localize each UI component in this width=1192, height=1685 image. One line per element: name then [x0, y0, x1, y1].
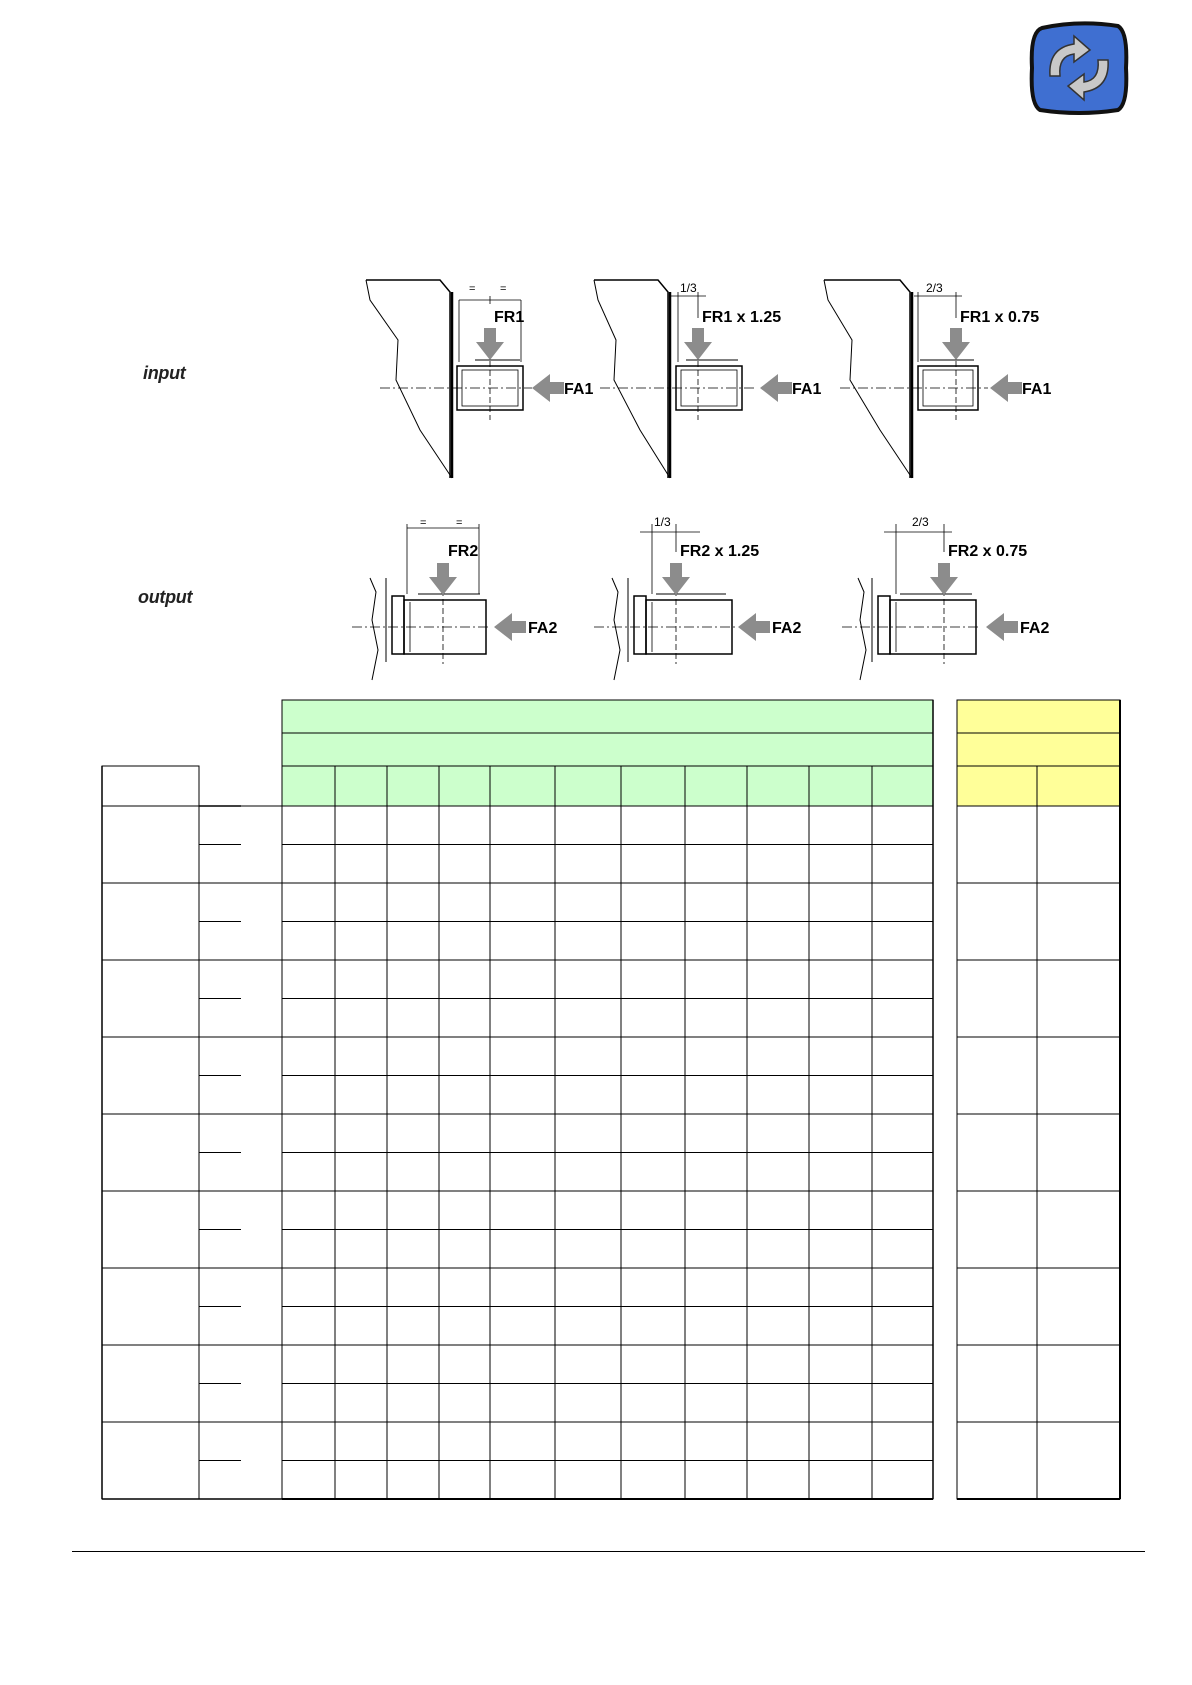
size-group-cell — [102, 1422, 199, 1499]
output-label: output — [138, 587, 193, 607]
table-cell — [439, 1345, 490, 1384]
table-cell — [555, 1076, 621, 1115]
input-label: input — [143, 363, 186, 383]
table-cell — [439, 806, 490, 845]
table-cell-merged — [957, 1114, 1037, 1191]
table-cell — [282, 1268, 335, 1307]
green-column-header — [809, 766, 872, 806]
table-cell — [747, 1461, 809, 1500]
axial-force-label: FA2 — [772, 620, 802, 637]
dim-two-thirds: 2/3 — [912, 515, 929, 529]
table-cell — [809, 806, 872, 845]
table-cell — [685, 1076, 747, 1115]
size-group-cell — [102, 1268, 199, 1345]
table-cell — [282, 999, 335, 1038]
table-cell — [685, 999, 747, 1038]
table-cell — [282, 1076, 335, 1115]
table-cell — [621, 1037, 685, 1076]
size-group-cell — [102, 806, 199, 883]
table-cell — [387, 806, 439, 845]
axial-force-label: FA2 — [528, 620, 558, 637]
table-cell — [872, 1037, 933, 1076]
table-cell — [809, 1037, 872, 1076]
table-cell — [747, 999, 809, 1038]
table-cell — [439, 1153, 490, 1192]
table-cell — [872, 960, 933, 999]
table-cell — [387, 1422, 439, 1461]
table-cell — [335, 1230, 387, 1269]
green-column-header — [555, 766, 621, 806]
table-cell — [555, 1307, 621, 1346]
radial-force-label: FR2 x 0.75 — [948, 543, 1028, 560]
table-cell — [747, 1230, 809, 1269]
table-cell — [809, 1345, 872, 1384]
table-cell-merged — [1037, 806, 1120, 883]
table-cell-merged — [1037, 883, 1120, 960]
table-cell — [809, 883, 872, 922]
table-cell — [621, 1307, 685, 1346]
table-cell — [809, 1384, 872, 1423]
table-cell — [555, 1191, 621, 1230]
table-cell — [685, 1191, 747, 1230]
table-cell — [335, 1384, 387, 1423]
table-cell — [747, 1268, 809, 1307]
table-cell — [490, 1461, 555, 1500]
table-cell — [872, 845, 933, 884]
table-cell — [621, 1268, 685, 1307]
table-cell — [439, 1114, 490, 1153]
axial-force-label: FA2 — [1020, 620, 1050, 637]
table-cell — [387, 1384, 439, 1423]
table-cell — [282, 1384, 335, 1423]
table-cell — [282, 1191, 335, 1230]
table-cell — [685, 1307, 747, 1346]
green-column-header — [282, 766, 335, 806]
table-cell — [387, 922, 439, 961]
table-cell — [387, 1153, 439, 1192]
table-cell-merged — [957, 1268, 1037, 1345]
green-column-header — [747, 766, 809, 806]
table-cell — [335, 1345, 387, 1384]
table-cell — [621, 1345, 685, 1384]
table-cell-merged — [1037, 960, 1120, 1037]
table-cell — [621, 1384, 685, 1423]
green-column-header — [335, 766, 387, 806]
table-cell — [387, 960, 439, 999]
table-cell — [685, 1422, 747, 1461]
table-cell — [335, 1191, 387, 1230]
table-cell — [439, 1076, 490, 1115]
table-cell — [387, 845, 439, 884]
table-cell — [555, 1461, 621, 1500]
radial-force-label: FR2 — [448, 543, 479, 560]
table-cell — [387, 1037, 439, 1076]
radial-force-label: FR1 x 1.25 — [702, 309, 782, 326]
table-cell — [555, 922, 621, 961]
table-cell — [747, 845, 809, 884]
table-cell — [621, 845, 685, 884]
table-cell — [335, 806, 387, 845]
dim-equal-left: = — [420, 517, 427, 529]
table-cell — [387, 999, 439, 1038]
table-cell — [335, 999, 387, 1038]
green-column-header — [621, 766, 685, 806]
table-cell — [621, 922, 685, 961]
table-cell — [439, 1307, 490, 1346]
radial-force-label: FR2 x 1.25 — [680, 543, 760, 560]
table-cell — [387, 1307, 439, 1346]
table-cell-merged — [1037, 1191, 1120, 1268]
table-cell — [387, 1461, 439, 1500]
yellow-header-top — [957, 700, 1120, 733]
dim-one-third: 1/3 — [654, 515, 671, 529]
table-cell — [685, 1037, 747, 1076]
yellow-header-middle — [957, 733, 1120, 766]
table-cell — [872, 1345, 933, 1384]
green-column-header — [872, 766, 933, 806]
size-header-cell — [102, 766, 199, 806]
table-cell — [439, 1461, 490, 1500]
table-cell — [282, 1345, 335, 1384]
table-cell — [555, 999, 621, 1038]
table-cell — [621, 1114, 685, 1153]
table-cell — [387, 1114, 439, 1153]
table-cell — [685, 960, 747, 999]
yellow-column-header — [957, 766, 1037, 806]
table-cell — [490, 1345, 555, 1384]
table-cell-merged — [957, 806, 1037, 883]
table-cell — [621, 1230, 685, 1269]
table-cell — [439, 1268, 490, 1307]
footer-divider — [72, 1551, 1145, 1552]
size-group-cell — [102, 1345, 199, 1422]
table-cell — [747, 806, 809, 845]
green-column-header — [439, 766, 490, 806]
table-cell-merged — [957, 1422, 1037, 1499]
size-group-cell — [102, 1114, 199, 1191]
axial-force-label: FA1 — [792, 381, 822, 398]
table-cell — [555, 1153, 621, 1192]
table-cell — [747, 1037, 809, 1076]
table-cell — [809, 1422, 872, 1461]
table-cell — [335, 1037, 387, 1076]
green-header-middle — [282, 733, 933, 766]
table-cell — [335, 1422, 387, 1461]
table-cell — [621, 1076, 685, 1115]
table-cell — [809, 1307, 872, 1346]
table-cell — [335, 1153, 387, 1192]
table-cell — [282, 1114, 335, 1153]
table-cell — [555, 1268, 621, 1307]
table-cell — [490, 806, 555, 845]
table-cell — [490, 845, 555, 884]
table-cell — [282, 960, 335, 999]
table-cell-merged — [1037, 1422, 1120, 1499]
table-cell — [621, 806, 685, 845]
table-cell — [555, 1114, 621, 1153]
size-group-cell — [102, 883, 199, 960]
table-cell — [282, 1230, 335, 1269]
table-cell — [809, 1268, 872, 1307]
table-cell — [685, 1153, 747, 1192]
table-cell — [282, 922, 335, 961]
table-cell — [747, 960, 809, 999]
table-cell — [621, 883, 685, 922]
table-cell — [685, 806, 747, 845]
table-cell — [439, 999, 490, 1038]
table-cell — [872, 1307, 933, 1346]
table-cell — [685, 1114, 747, 1153]
dim-two-thirds: 2/3 — [926, 281, 943, 295]
table-cell — [555, 1384, 621, 1423]
table-cell — [335, 1461, 387, 1500]
size-group-cell — [102, 960, 199, 1037]
table-cell — [282, 1153, 335, 1192]
table-cell — [809, 845, 872, 884]
table-cell — [490, 1422, 555, 1461]
table-cell — [685, 1384, 747, 1423]
table-cell-merged — [1037, 1037, 1120, 1114]
table-cell — [490, 883, 555, 922]
table-cell — [282, 1422, 335, 1461]
table-cell — [872, 922, 933, 961]
radial-force-label: FR1 x 0.75 — [960, 309, 1040, 326]
table-cell — [809, 999, 872, 1038]
table-cell — [872, 1384, 933, 1423]
table-cell — [872, 1461, 933, 1500]
table-cell — [621, 1153, 685, 1192]
table-cell — [555, 806, 621, 845]
table-cell — [387, 1076, 439, 1115]
table-cell — [809, 1191, 872, 1230]
table-cell — [685, 1230, 747, 1269]
table-cell — [747, 1345, 809, 1384]
table-cell — [335, 845, 387, 884]
table-cell — [387, 1345, 439, 1384]
table-cell — [282, 845, 335, 884]
table-cell — [555, 1345, 621, 1384]
table-cell — [335, 922, 387, 961]
table-cell — [747, 1307, 809, 1346]
table-cell — [555, 883, 621, 922]
table-cell — [685, 845, 747, 884]
table-cell — [747, 922, 809, 961]
table-cell — [490, 1076, 555, 1115]
table-cell — [747, 1384, 809, 1423]
axial-force-label: FA1 — [564, 381, 594, 398]
table-cell — [872, 1114, 933, 1153]
size-group-cell — [102, 1037, 199, 1114]
table-cell — [490, 1191, 555, 1230]
size-group-cell — [102, 1191, 199, 1268]
table-cell-merged — [1037, 1268, 1120, 1345]
table-cell — [809, 1461, 872, 1500]
radial-force-label: FR1 — [494, 309, 525, 326]
table-cell — [439, 1191, 490, 1230]
table-cell — [809, 1114, 872, 1153]
table-cell — [439, 922, 490, 961]
table-cell — [439, 1037, 490, 1076]
table-cell-merged — [957, 1345, 1037, 1422]
table-cell — [621, 1422, 685, 1461]
table-cell — [685, 883, 747, 922]
table-cell — [490, 999, 555, 1038]
table-cell — [872, 1076, 933, 1115]
table-cell — [282, 806, 335, 845]
table-cell-merged — [957, 1191, 1037, 1268]
table-cell — [490, 1153, 555, 1192]
table-cell — [685, 1345, 747, 1384]
table-cell — [809, 960, 872, 999]
table-cell — [872, 1191, 933, 1230]
table-cell — [685, 1461, 747, 1500]
axial-force-label: FA1 — [1022, 381, 1052, 398]
table-cell — [872, 1422, 933, 1461]
table-cell — [747, 1191, 809, 1230]
green-header-top — [282, 700, 933, 733]
table-cell — [387, 883, 439, 922]
dim-equal-right: = — [500, 283, 507, 295]
table-cell — [809, 922, 872, 961]
table-cell — [335, 1114, 387, 1153]
table-cell — [490, 1268, 555, 1307]
table-cell-merged — [957, 960, 1037, 1037]
green-column-header — [387, 766, 439, 806]
table-cell — [809, 1153, 872, 1192]
table-cell — [555, 1422, 621, 1461]
table-cell — [282, 1307, 335, 1346]
table-cell — [809, 1076, 872, 1115]
table-cell — [439, 883, 490, 922]
table-cell — [685, 1268, 747, 1307]
table-cell — [621, 1191, 685, 1230]
table-cell — [387, 1268, 439, 1307]
table-cell — [685, 922, 747, 961]
table-cell — [872, 806, 933, 845]
table-cell — [555, 845, 621, 884]
table-cell — [335, 1307, 387, 1346]
dim-equal-right: = — [456, 517, 463, 529]
yellow-column-header — [1037, 766, 1120, 806]
table-cell — [439, 1384, 490, 1423]
table-cell — [555, 1230, 621, 1269]
table-cell — [387, 1230, 439, 1269]
table-cell — [872, 999, 933, 1038]
table-cell — [747, 1076, 809, 1115]
table-cell — [747, 1422, 809, 1461]
table-cell — [747, 883, 809, 922]
table-cell — [439, 1422, 490, 1461]
table-cell — [555, 1037, 621, 1076]
table-cell — [621, 1461, 685, 1500]
table-cell — [555, 960, 621, 999]
table-cell — [439, 960, 490, 999]
table-cell-merged — [957, 883, 1037, 960]
table-cell — [872, 883, 933, 922]
dim-equal-left: = — [469, 283, 476, 295]
table-cell — [490, 1230, 555, 1269]
table-cell — [747, 1153, 809, 1192]
table-cell — [335, 960, 387, 999]
dim-one-third: 1/3 — [680, 281, 697, 295]
table-cell — [747, 1114, 809, 1153]
table-cell — [335, 1268, 387, 1307]
table-cell — [490, 960, 555, 999]
table-cell — [490, 922, 555, 961]
table-cell — [490, 1037, 555, 1076]
table-cell — [335, 1076, 387, 1115]
table-cell — [387, 1191, 439, 1230]
table-cell — [872, 1153, 933, 1192]
table-cell-merged — [1037, 1345, 1120, 1422]
table-cell — [809, 1230, 872, 1269]
table-cell — [490, 1307, 555, 1346]
table-cell — [490, 1114, 555, 1153]
table-cell — [872, 1230, 933, 1269]
green-column-header — [490, 766, 555, 806]
table-cell-merged — [1037, 1114, 1120, 1191]
table-cell — [439, 845, 490, 884]
table-cell — [282, 1461, 335, 1500]
table-cell — [621, 999, 685, 1038]
table-cell — [335, 883, 387, 922]
table-cell — [872, 1268, 933, 1307]
table-cell — [439, 1230, 490, 1269]
table-cell — [282, 883, 335, 922]
table-cell-merged — [957, 1037, 1037, 1114]
table-cell — [282, 1037, 335, 1076]
green-column-header — [685, 766, 747, 806]
table-cell — [621, 960, 685, 999]
table-cell — [490, 1384, 555, 1423]
